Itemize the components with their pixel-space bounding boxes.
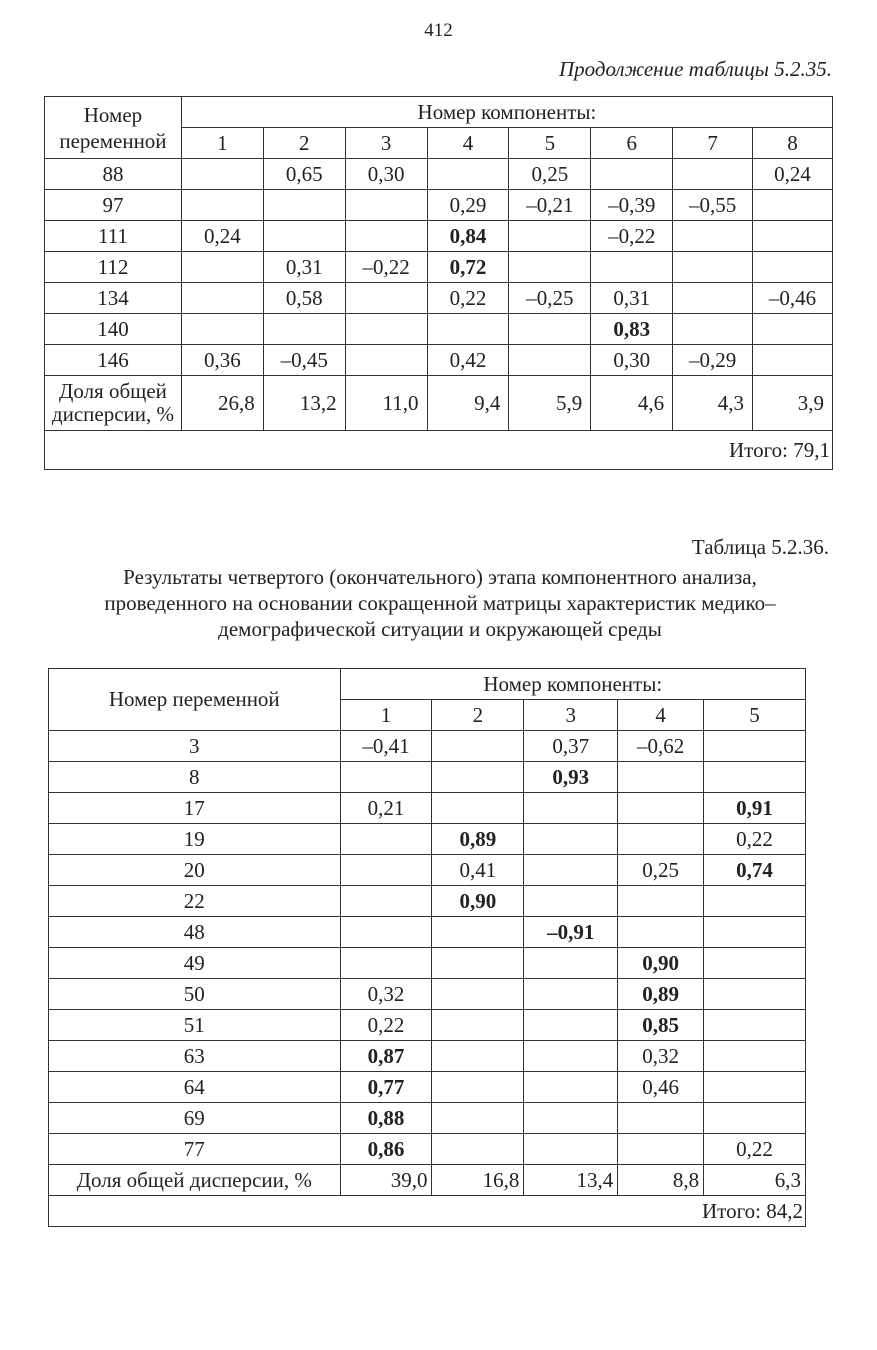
loading-cell — [181, 252, 263, 283]
loading-cell — [340, 762, 432, 793]
variance-share-value: 9,4 — [427, 376, 509, 431]
table-row — [49, 855, 806, 886]
loading-cell — [524, 855, 618, 886]
loading-cell: –0,62 — [618, 731, 704, 762]
loading-cell — [432, 731, 524, 762]
loading-cell — [673, 314, 753, 345]
loading-cell — [509, 221, 591, 252]
loading-cell — [753, 314, 833, 345]
loading-cell: 0,90 — [432, 886, 524, 917]
loading-cell: 0,42 — [427, 345, 509, 376]
table-5-2-36-caption: Результаты четвертого (окончательного) этапа компонентного анализа, проведенного на основании сокращенной матрицы характеристик медико–демографической ситуации и окружающей среды — [104, 565, 776, 641]
table-row — [49, 731, 806, 762]
component-column-1: 1 — [181, 128, 263, 159]
loading-cell: 0,25 — [618, 855, 704, 886]
loading-cell: 0,89 — [432, 824, 524, 855]
loading-cell — [618, 1103, 704, 1134]
loading-cell: 0,37 — [524, 731, 618, 762]
loading-cell: –0,21 — [509, 190, 591, 221]
component-column-5: 5 — [509, 128, 591, 159]
variance-share-value: 5,9 — [509, 376, 591, 431]
loading-cell — [673, 283, 753, 314]
loading-cell — [345, 190, 427, 221]
loading-cell: 0,22 — [427, 283, 509, 314]
component-column-3: 3 — [524, 700, 618, 731]
loading-cell — [345, 283, 427, 314]
variance-share-value: 11,0 — [345, 376, 427, 431]
loading-cell: 0,41 — [432, 855, 524, 886]
total-row — [49, 1196, 806, 1227]
loading-cell — [524, 948, 618, 979]
loading-cell — [181, 190, 263, 221]
variance-share-value: 3,9 — [753, 376, 833, 431]
loading-cell — [524, 979, 618, 1010]
loading-cell — [432, 948, 524, 979]
loading-cell: 0,31 — [263, 252, 345, 283]
loading-cell — [509, 314, 591, 345]
table-5-2-36 — [48, 668, 806, 1227]
loading-cell: 0,25 — [509, 159, 591, 190]
variance-share-row — [49, 1165, 806, 1196]
component-column-7: 7 — [673, 128, 753, 159]
loading-cell: 0,32 — [618, 1041, 704, 1072]
variance-share-row — [45, 376, 833, 431]
variable-number-cell: 112 — [45, 252, 182, 283]
table-row — [45, 345, 833, 376]
loading-cell: –0,45 — [263, 345, 345, 376]
loading-cell — [704, 1072, 806, 1103]
variable-number-cell: 97 — [45, 190, 182, 221]
loading-cell — [340, 948, 432, 979]
loading-cell — [432, 979, 524, 1010]
component-column-8: 8 — [753, 128, 833, 159]
table-row — [45, 221, 833, 252]
loading-cell — [524, 1010, 618, 1041]
loading-cell — [432, 1103, 524, 1134]
loading-cell — [524, 824, 618, 855]
variable-number-header: Номер переменной — [49, 669, 341, 731]
loading-cell — [340, 855, 432, 886]
table-row — [49, 793, 806, 824]
loading-cell: 0,89 — [618, 979, 704, 1010]
variable-number-cell: 3 — [49, 731, 341, 762]
header-row — [49, 669, 806, 700]
loading-cell — [673, 221, 753, 252]
loading-cell: 0,36 — [181, 345, 263, 376]
variable-number-header: Номер переменной — [45, 97, 182, 159]
loading-cell — [524, 793, 618, 824]
component-number-header: Номер компоненты: — [340, 669, 805, 700]
variable-number-cell: 69 — [49, 1103, 341, 1134]
loading-cell: 0,74 — [704, 855, 806, 886]
loading-cell: 0,87 — [340, 1041, 432, 1072]
total-value: Итого: 84,2 — [49, 1196, 806, 1227]
loading-cell: –0,46 — [753, 283, 833, 314]
variance-share-value: 8,8 — [618, 1165, 704, 1196]
loading-cell: 0,84 — [427, 221, 509, 252]
loading-cell — [618, 824, 704, 855]
loading-cell — [753, 190, 833, 221]
loading-cell: 0,90 — [618, 948, 704, 979]
loading-cell — [524, 1072, 618, 1103]
variance-share-label: Доля общей дисперсии, % — [49, 1165, 341, 1196]
loading-cell: 0,24 — [753, 159, 833, 190]
loading-cell — [618, 793, 704, 824]
component-column-6: 6 — [591, 128, 673, 159]
table-row — [49, 1010, 806, 1041]
loading-cell: 0,22 — [704, 824, 806, 855]
loading-cell — [704, 948, 806, 979]
loading-cell — [432, 762, 524, 793]
variable-number-cell: 88 — [45, 159, 182, 190]
variable-number-cell: 51 — [49, 1010, 341, 1041]
loading-cell — [345, 221, 427, 252]
loading-cell: –0,91 — [524, 917, 618, 948]
table-row — [49, 1103, 806, 1134]
table-row — [49, 948, 806, 979]
loading-cell: 0,32 — [340, 979, 432, 1010]
variable-number-cell: 22 — [49, 886, 341, 917]
loading-cell: 0,72 — [427, 252, 509, 283]
loading-cell — [509, 345, 591, 376]
loading-cell — [704, 1010, 806, 1041]
loading-cell — [753, 252, 833, 283]
loading-cell — [524, 886, 618, 917]
loading-cell — [427, 159, 509, 190]
component-column-2: 2 — [263, 128, 345, 159]
loading-cell — [524, 1103, 618, 1134]
loading-cell — [704, 731, 806, 762]
table-row — [49, 979, 806, 1010]
variable-number-cell: 63 — [49, 1041, 341, 1072]
loading-cell: 0,83 — [591, 314, 673, 345]
loading-cell — [427, 314, 509, 345]
loading-cell — [704, 979, 806, 1010]
table-row — [49, 917, 806, 948]
loading-cell — [704, 1103, 806, 1134]
table-row — [45, 314, 833, 345]
loading-cell: 0,22 — [704, 1134, 806, 1165]
table-row — [49, 824, 806, 855]
variable-number-cell: 134 — [45, 283, 182, 314]
loading-cell — [618, 886, 704, 917]
loading-cell — [704, 1041, 806, 1072]
loading-cell: 0,31 — [591, 283, 673, 314]
variable-number-cell: 49 — [49, 948, 341, 979]
variable-number-cell: 48 — [49, 917, 341, 948]
loading-cell — [340, 824, 432, 855]
loading-cell — [432, 1041, 524, 1072]
loading-cell — [263, 314, 345, 345]
loading-cell — [618, 917, 704, 948]
header-row — [45, 97, 833, 128]
variable-number-cell: 20 — [49, 855, 341, 886]
variance-share-value: 16,8 — [432, 1165, 524, 1196]
loading-cell — [263, 190, 345, 221]
table-row — [45, 283, 833, 314]
loading-cell — [753, 345, 833, 376]
page-number: 412 — [424, 20, 453, 41]
variable-number-cell: 146 — [45, 345, 182, 376]
loading-cell — [524, 1134, 618, 1165]
loading-cell — [704, 917, 806, 948]
table-5-2-35-continuation — [44, 96, 833, 470]
variance-share-value: 4,3 — [673, 376, 753, 431]
loading-cell: 0,85 — [618, 1010, 704, 1041]
loading-cell: –0,22 — [591, 221, 673, 252]
loading-cell: 0,30 — [591, 345, 673, 376]
loading-cell: 0,30 — [345, 159, 427, 190]
loading-cell — [432, 917, 524, 948]
loading-cell: 0,24 — [181, 221, 263, 252]
variable-number-cell: 8 — [49, 762, 341, 793]
table-row — [49, 1072, 806, 1103]
loading-cell — [618, 1134, 704, 1165]
loading-cell: –0,55 — [673, 190, 753, 221]
loading-cell — [345, 345, 427, 376]
loading-cell — [704, 886, 806, 917]
total-row — [45, 431, 833, 470]
variable-number-cell: 64 — [49, 1072, 341, 1103]
component-column-5: 5 — [704, 700, 806, 731]
loading-cell — [673, 159, 753, 190]
loading-cell: 0,91 — [704, 793, 806, 824]
loading-cell — [181, 314, 263, 345]
loading-cell — [432, 1134, 524, 1165]
loading-cell — [263, 221, 345, 252]
loading-cell — [618, 762, 704, 793]
component-column-3: 3 — [345, 128, 427, 159]
loading-cell — [181, 159, 263, 190]
table-row — [49, 1041, 806, 1072]
loading-cell — [753, 221, 833, 252]
loading-cell — [432, 1010, 524, 1041]
variance-share-label: Доля общей дисперсии, % — [45, 376, 182, 431]
loading-cell: 0,93 — [524, 762, 618, 793]
variance-share-value: 13,4 — [524, 1165, 618, 1196]
loading-cell: 0,88 — [340, 1103, 432, 1134]
component-column-1: 1 — [340, 700, 432, 731]
loading-cell — [345, 314, 427, 345]
loading-cell: –0,29 — [673, 345, 753, 376]
loading-cell: –0,41 — [340, 731, 432, 762]
loading-cell: 0,21 — [340, 793, 432, 824]
component-number-header: Номер компоненты: — [181, 97, 832, 128]
variable-number-cell: 19 — [49, 824, 341, 855]
component-column-2: 2 — [432, 700, 524, 731]
table-5-2-36-title: Таблица 5.2.36. — [691, 535, 829, 559]
loading-cell — [432, 1072, 524, 1103]
loading-cell: 0,22 — [340, 1010, 432, 1041]
loading-cell: 0,77 — [340, 1072, 432, 1103]
loading-cell — [673, 252, 753, 283]
table-row — [49, 1134, 806, 1165]
variable-number-cell: 140 — [45, 314, 182, 345]
component-column-4: 4 — [427, 128, 509, 159]
variable-number-cell: 77 — [49, 1134, 341, 1165]
loading-cell: 0,86 — [340, 1134, 432, 1165]
variable-number-cell: 50 — [49, 979, 341, 1010]
variable-number-cell: 111 — [45, 221, 182, 252]
loading-cell — [591, 159, 673, 190]
loading-cell: 0,65 — [263, 159, 345, 190]
table-row — [45, 252, 833, 283]
loading-cell: 0,58 — [263, 283, 345, 314]
loading-cell — [509, 252, 591, 283]
variance-share-value: 4,6 — [591, 376, 673, 431]
table-row — [49, 886, 806, 917]
component-column-4: 4 — [618, 700, 704, 731]
variable-number-cell: 17 — [49, 793, 341, 824]
loading-cell: –0,22 — [345, 252, 427, 283]
loading-cell: –0,25 — [509, 283, 591, 314]
variance-share-value: 13,2 — [263, 376, 345, 431]
table-row — [45, 190, 833, 221]
loading-cell — [524, 1041, 618, 1072]
loading-cell — [432, 793, 524, 824]
loading-cell — [340, 886, 432, 917]
variance-share-value: 26,8 — [181, 376, 263, 431]
total-value: Итого: 79,1 — [45, 431, 833, 470]
table-row — [45, 159, 833, 190]
loading-cell: 0,29 — [427, 190, 509, 221]
variance-share-value: 39,0 — [340, 1165, 432, 1196]
loading-cell — [181, 283, 263, 314]
table-row — [49, 762, 806, 793]
table-continuation-caption: Продолжение таблицы 5.2.35. — [558, 57, 832, 81]
loading-cell: –0,39 — [591, 190, 673, 221]
loading-cell: 0,46 — [618, 1072, 704, 1103]
loading-cell — [340, 917, 432, 948]
variance-share-value: 6,3 — [704, 1165, 806, 1196]
loading-cell — [704, 762, 806, 793]
loading-cell — [591, 252, 673, 283]
